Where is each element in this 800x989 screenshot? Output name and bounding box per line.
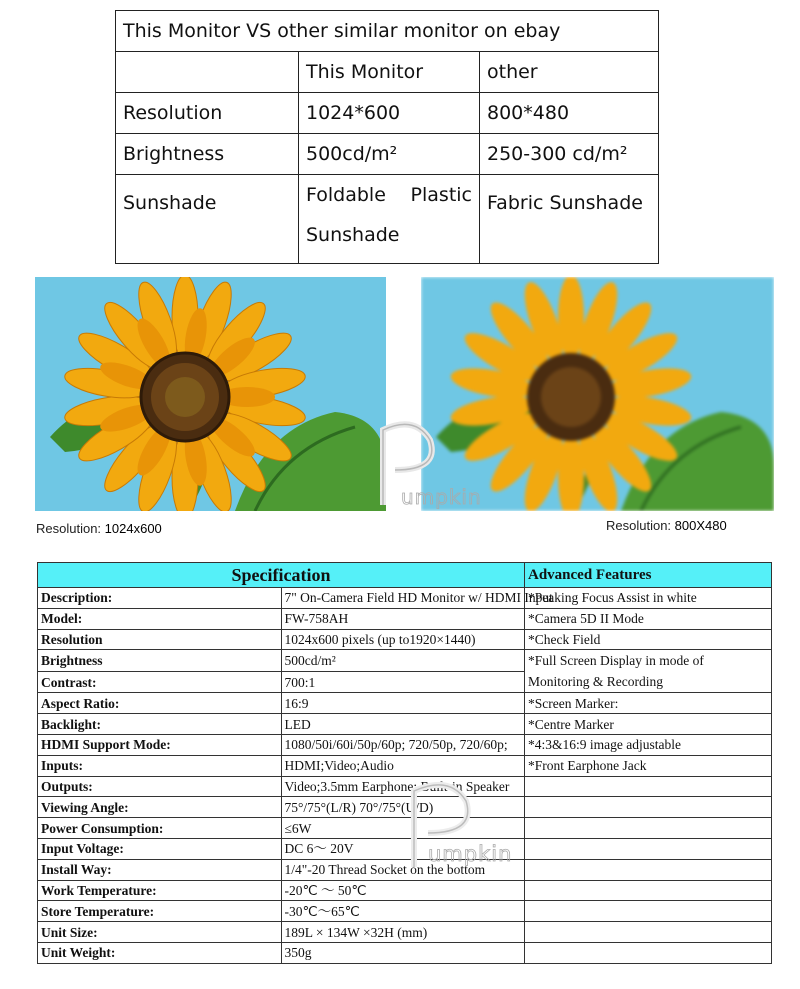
caption-left-label: Resolution: bbox=[36, 521, 102, 536]
spec-value: -20℃ ～ 50℃ bbox=[281, 880, 525, 901]
comparison-other-resolution: 800*480 bbox=[480, 93, 659, 134]
spec-key: Install Way: bbox=[38, 859, 282, 880]
comparison-header-empty bbox=[116, 52, 299, 93]
comparison-title: This Monitor VS other similar monitor on ebay bbox=[116, 11, 659, 52]
watermark-text-bottom: umpkin bbox=[428, 842, 513, 866]
spec-value: 1/4"-20 Thread Socket on the bottom bbox=[281, 859, 525, 880]
feature-empty bbox=[525, 901, 772, 922]
spec-header: Specification bbox=[38, 563, 525, 588]
spec-key: Store Temperature: bbox=[38, 901, 282, 922]
feature-item: *Centre Marker bbox=[525, 714, 772, 735]
comparison-this-resolution: 1024*600 bbox=[299, 93, 480, 134]
spec-key: Unit Weight: bbox=[38, 942, 282, 963]
spec-value: 189L × 134W ×32H (mm) bbox=[281, 922, 525, 943]
specification-table bbox=[37, 562, 772, 964]
feature-empty bbox=[525, 776, 772, 797]
feature-item: *Camera 5D II Mode bbox=[525, 608, 772, 629]
feature-empty bbox=[525, 942, 772, 963]
spec-value: Video;3.5mm Earphone; Built-in Speaker bbox=[281, 776, 525, 797]
spec-value: ≤6W bbox=[281, 818, 525, 839]
spec-value: 16:9 bbox=[281, 693, 525, 714]
caption-left bbox=[36, 521, 162, 536]
comparison-table bbox=[115, 10, 659, 264]
feature-item: *4:3&16:9 image adjustable bbox=[525, 734, 772, 755]
spec-key: Inputs: bbox=[38, 755, 282, 776]
spec-key: Contrast: bbox=[38, 671, 282, 693]
caption-right-value: 800X480 bbox=[674, 518, 727, 533]
spec-value: HDMI;Video;Audio bbox=[281, 755, 525, 776]
spec-value: -30℃～65℃ bbox=[281, 901, 525, 922]
comparison-this-sunshade-text: Foldable Plastic Sunshade bbox=[306, 184, 472, 246]
feature-empty bbox=[525, 818, 772, 839]
feature-empty bbox=[525, 880, 772, 901]
spec-value: LED bbox=[281, 714, 525, 735]
spec-value: 700:1 bbox=[281, 671, 525, 693]
comparison-other-sunshade: Fabric Sunshade bbox=[480, 175, 659, 264]
spec-value: 1024x600 pixels (up to1920×1440) bbox=[281, 629, 525, 650]
spec-value: DC 6～ 20V bbox=[281, 838, 525, 859]
comparison-label-sunshade: Sunshade bbox=[116, 175, 299, 264]
spec-value: 500cd/m² bbox=[281, 650, 525, 672]
caption-left-value: 1024x600 bbox=[104, 521, 162, 536]
spec-key: Aspect Ratio: bbox=[38, 693, 282, 714]
feature-item: *Screen Marker: bbox=[525, 693, 772, 714]
caption-right-label: Resolution: bbox=[606, 518, 672, 533]
spec-key: HDMI Support Mode: bbox=[38, 734, 282, 755]
spec-key: Viewing Angle: bbox=[38, 797, 282, 818]
feature-empty bbox=[525, 838, 772, 859]
spec-key: Model: bbox=[38, 608, 282, 629]
feature-item: *Full Screen Display in mode of Monitoring & Recording bbox=[525, 650, 772, 693]
spec-key: Power Consumption: bbox=[38, 818, 282, 839]
feature-item: *Front Earphone Jack bbox=[525, 755, 772, 776]
feature-empty bbox=[525, 922, 772, 943]
feature-empty bbox=[525, 859, 772, 880]
watermark-text-top: umpkin bbox=[401, 485, 482, 509]
feature-item: *Check Field bbox=[525, 629, 772, 650]
sunflower-image-sharp bbox=[35, 277, 386, 511]
feature-empty bbox=[525, 797, 772, 818]
comparison-other-brightness: 250-300 cd/m² bbox=[480, 134, 659, 175]
comparison-this-brightness: 500cd/m² bbox=[299, 134, 480, 175]
spec-key: Unit Size: bbox=[38, 922, 282, 943]
spec-key: Resolution bbox=[38, 629, 282, 650]
sunflower-image-blurred bbox=[421, 277, 774, 511]
comparison-header-this: This Monitor bbox=[299, 52, 480, 93]
spec-value: FW-758AH bbox=[281, 608, 525, 629]
comparison-this-sunshade bbox=[299, 175, 480, 264]
spec-value: 350g bbox=[281, 942, 525, 963]
spec-key: Outputs: bbox=[38, 776, 282, 797]
comparison-label-brightness: Brightness bbox=[116, 134, 299, 175]
spec-key: Description: bbox=[38, 588, 282, 609]
spec-value: 7" On-Camera Field HD Monitor w/ HDMI Input bbox=[281, 588, 525, 609]
spec-value: 1080/50i/60i/50p/60p; 720/50p, 720/60p; bbox=[281, 734, 525, 755]
spec-key: Brightness bbox=[38, 650, 282, 672]
spec-value: 75°/75°(L/R) 70°/75°(U/D) bbox=[281, 797, 525, 818]
spec-key: Backlight: bbox=[38, 714, 282, 735]
feature-item: *Peaking Focus Assist in white bbox=[525, 588, 772, 609]
caption-right bbox=[606, 518, 727, 533]
features-header: Advanced Features bbox=[525, 563, 772, 588]
comparison-header-other: other bbox=[480, 52, 659, 93]
spec-key: Work Temperature: bbox=[38, 880, 282, 901]
spec-key: Input Voltage: bbox=[38, 838, 282, 859]
comparison-label-resolution: Resolution bbox=[116, 93, 299, 134]
